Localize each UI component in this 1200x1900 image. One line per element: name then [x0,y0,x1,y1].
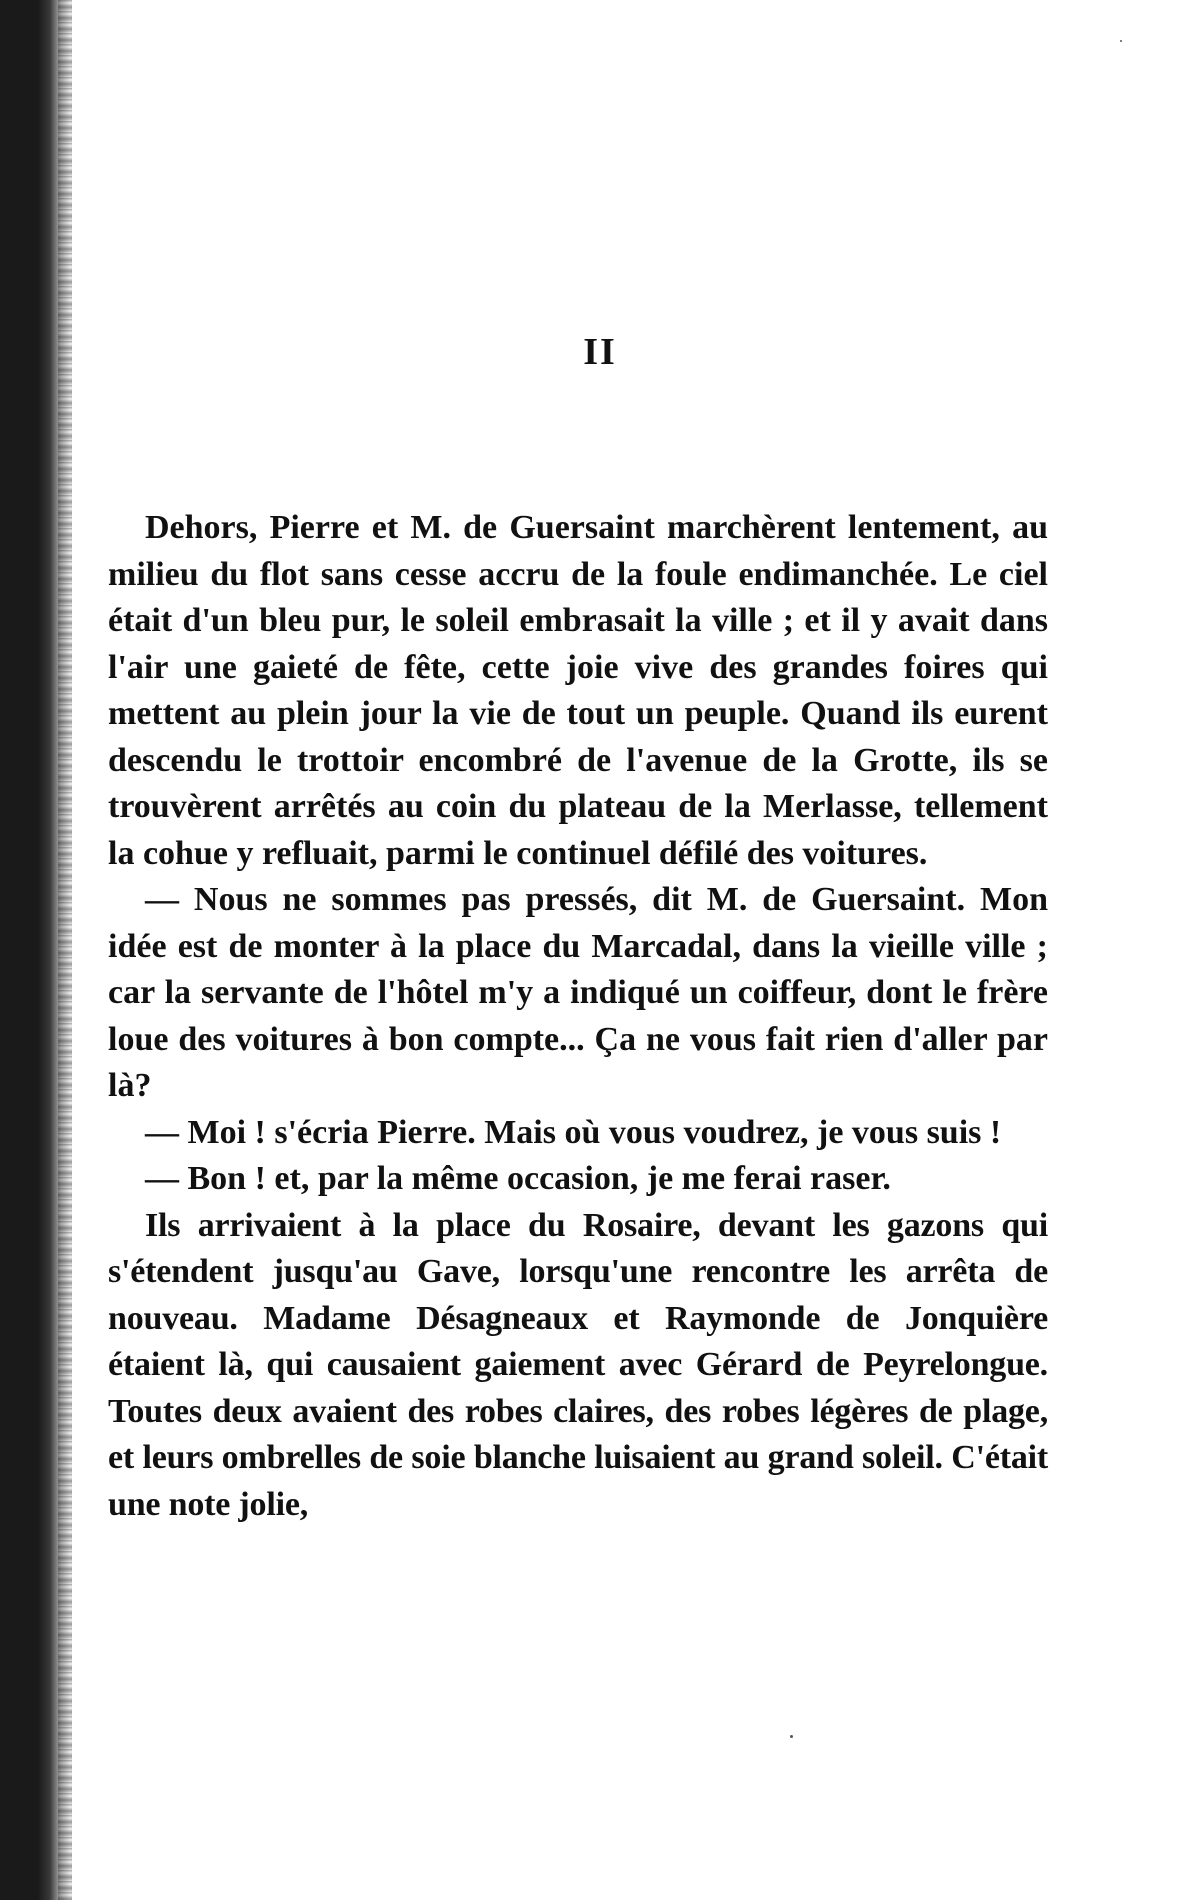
paragraph-5: Ils arrivaient à la place du Rosaire, devant les gazons qui s'étendent jusqu'au Gave, lorsqu'une rencontre les arrêta de nouveau. Madame Désagneaux et Raymonde de Jonquière étaient là, qui causaient gaiement avec Gérard de Peyrelongue. Toutes deux avaient des robes claires, des robes légères de plage, et leurs ombrelles de soie blanche luisaient au grand soleil. C'était une note jolie, [108,1206,1048,1523]
body-text [108,505,1048,1528]
paper-speck [790,1735,793,1738]
paragraph-1: Dehors, Pierre et M. de Guersaint marchèrent lentement, au milieu du flot sans cesse accru de la foule endimanchée. Le ciel était d'un bleu pur, le soleil embrasait la ville ; et il y avait dans l'air une gaieté de fête, cette joie vive des grandes foires qui mettent au plein jour la vie de tout un peuple. Quand ils eurent descendu le trottoir encombré de l'avenue de la Grotte, ils se trouvèrent arrêtés au coin du plateau de la Merlasse, tellement la cohue y refluait, parmi le continuel défilé des voitures. [108,509,1048,872]
chapter-number: II [583,331,617,373]
scan-binding-edge [0,0,70,1900]
paragraph-4: — Bon ! et, par la même occasion, je me ferai raser. [145,1160,891,1197]
paragraph-3: — Moi ! s'écria Pierre. Mais où vous voudrez, je vous suis ! [145,1113,1002,1151]
paper-speck [1120,40,1122,42]
paragraph-2: — Nous ne sommes pas pressés, dit M. de Guersaint. Mon idée est de monter à la place du Marcadal, dans la vieille ville ; car la servante de l'hôtel m'y a indiqué un coiffeur, dont le frère loue des voitures à bon compte... Ça ne vous fait rien d'aller par là? [108,881,1048,1104]
